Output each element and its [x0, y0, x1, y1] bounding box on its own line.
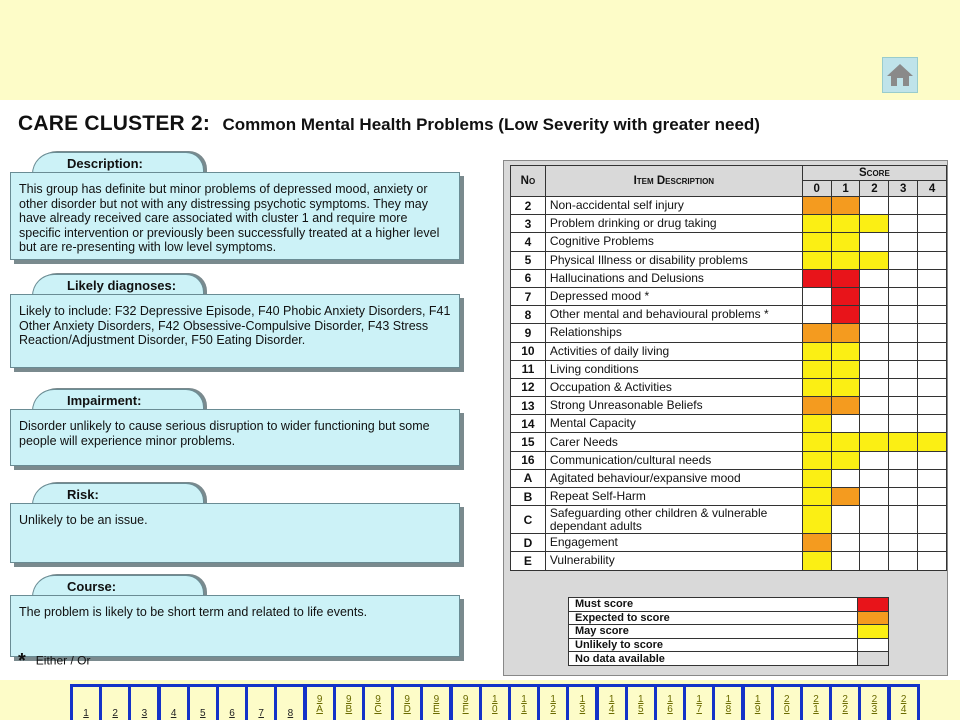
nav-link-line2: 1 [83, 708, 89, 719]
score-col-1: 1 [831, 181, 860, 197]
score-table [510, 165, 947, 571]
nav-link-line2: 1 [813, 704, 819, 715]
nav-link-line2: 7 [258, 708, 264, 719]
score-cell-0 [802, 269, 831, 287]
nav-link-line1: 1 [521, 694, 527, 705]
nav-link-line2: 5 [200, 708, 206, 719]
score-cell-2 [860, 287, 889, 305]
nav-link-line2: 4 [900, 704, 907, 715]
score-cell-1 [831, 360, 860, 378]
table-row [511, 269, 947, 287]
score-cell-2 [860, 433, 889, 451]
score-cell-3 [889, 397, 918, 415]
item-number: 5 [511, 251, 546, 269]
panel-heading: Course: [32, 575, 204, 597]
item-description: Communication/cultural needs [545, 451, 802, 469]
nav-link-line2: 5 [638, 704, 644, 715]
score-cell-3 [889, 342, 918, 360]
score-cell-2 [860, 306, 889, 324]
score-cell-4 [918, 342, 947, 360]
score-cell-2 [860, 552, 889, 570]
item-description: Engagement [545, 534, 802, 552]
score-cell-1 [831, 433, 860, 451]
item-number: 10 [511, 342, 546, 360]
score-cell-0 [802, 197, 831, 215]
item-description: Cognitive Problems [545, 233, 802, 251]
score-cell-4 [918, 488, 947, 506]
nav-link-8[interactable] [277, 687, 303, 720]
item-description: Non-accidental self injury [545, 197, 802, 215]
table-row [511, 360, 947, 378]
panel-heading: Impairment: [32, 389, 204, 411]
table-row [511, 233, 947, 251]
item-number: 9 [511, 324, 546, 342]
score-cell-2 [860, 233, 889, 251]
score-cell-0 [802, 306, 831, 324]
nav-link-line1: 9 [433, 694, 440, 705]
score-cell-4 [918, 415, 947, 433]
nav-link-line2: 8 [287, 708, 294, 719]
item-number: 7 [511, 287, 546, 305]
legend-swatch [858, 638, 889, 652]
score-cell-0 [802, 215, 831, 233]
nav-link-line2: A [316, 704, 323, 715]
score-cell-4 [918, 552, 947, 570]
nav-link-18[interactable] [715, 687, 741, 720]
score-cell-3 [889, 306, 918, 324]
nav-link-line1: 9 [346, 694, 352, 705]
nav-link-10[interactable] [482, 687, 508, 720]
score-cell-2 [860, 215, 889, 233]
score-cell-1 [831, 251, 860, 269]
item-number: 2 [511, 197, 546, 215]
nav-link-line2: 9 [754, 704, 761, 715]
score-cell-1 [831, 287, 860, 305]
item-description: Safeguarding other children & vulnerable dependant adults [545, 506, 802, 534]
nav-link-13[interactable] [569, 687, 595, 720]
nav-link-line2: B [345, 704, 353, 715]
panel-text: Disorder unlikely to cause serious disruption to wider functioning but some people will experience minor problems. [10, 409, 460, 466]
score-cell-4 [918, 469, 947, 487]
item-description: Living conditions [545, 360, 802, 378]
col-header-score: Score [802, 166, 946, 181]
score-cell-4 [918, 251, 947, 269]
item-description: Depressed mood * [545, 287, 802, 305]
nav-link-7[interactable] [248, 687, 274, 720]
nav-link-line2: 2 [842, 704, 848, 715]
nav-link-line2: 1 [521, 704, 527, 715]
item-description: Carer Needs [545, 433, 802, 451]
nav-link-2[interactable] [102, 687, 128, 720]
panel-text: The problem is likely to be short term and related to life events. [10, 595, 460, 657]
score-cell-3 [889, 506, 918, 534]
score-cell-4 [918, 269, 947, 287]
item-description: Agitated behaviour/expansive mood [545, 469, 802, 487]
score-cell-1 [831, 342, 860, 360]
table-row [511, 415, 947, 433]
nav-link-9E[interactable] [423, 687, 449, 720]
table-row [511, 451, 947, 469]
score-cell-0 [802, 451, 831, 469]
nav-link-line2: 3 [871, 704, 878, 715]
legend-label: Unlikely to score [569, 638, 858, 652]
score-cell-1 [831, 397, 860, 415]
item-number: 3 [511, 215, 546, 233]
table-row [511, 534, 947, 552]
item-description: Mental Capacity [545, 415, 802, 433]
score-cell-3 [889, 197, 918, 215]
nav-link-line2: 0 [492, 704, 498, 715]
score-cell-1 [831, 415, 860, 433]
score-cell-4 [918, 534, 947, 552]
nav-link-line1: 1 [696, 694, 702, 705]
score-cell-1 [831, 269, 860, 287]
legend-item [569, 598, 889, 612]
nav-link-9D[interactable] [394, 687, 420, 720]
nav-link-3[interactable] [131, 687, 157, 720]
nav-link-line1: 2 [784, 694, 790, 705]
home-icon [883, 58, 917, 92]
nav-link-line2: 2 [550, 704, 556, 715]
score-cell-1 [831, 451, 860, 469]
score-cell-2 [860, 324, 889, 342]
score-cell-3 [889, 287, 918, 305]
nav-link-line1: 9 [316, 694, 323, 705]
item-number: 8 [511, 306, 546, 324]
nav-link-line2: 8 [725, 704, 732, 715]
nav-link-9F[interactable] [453, 687, 479, 720]
nav-link-16[interactable] [657, 687, 683, 720]
nav-link-line2: 6 [667, 704, 673, 715]
nav-link-line2: F [462, 704, 469, 715]
item-number: 15 [511, 433, 546, 451]
table-row [511, 197, 947, 215]
table-row [511, 324, 947, 342]
col-header-no: No [511, 166, 546, 197]
score-cell-4 [918, 324, 947, 342]
item-description: Physical Illness or disability problems [545, 251, 802, 269]
nav-link-6[interactable] [219, 687, 245, 720]
table-row [511, 397, 947, 415]
score-cell-2 [860, 506, 889, 534]
nav-link-line1: 1 [579, 694, 586, 705]
footnote-symbol: * [18, 650, 26, 672]
item-description: Activities of daily living [545, 342, 802, 360]
score-cell-2 [860, 342, 889, 360]
legend-item [569, 611, 889, 625]
panel-text: This group has definite but minor problems of depressed mood, anxiety or other disorder but not with any distressing psychotic symptoms. They may have already received care associated with cluster 1 and require more specific intervention or previously been successfully treated at a higher level but are re-presenting with low level symptoms. [10, 172, 460, 260]
score-cell-3 [889, 269, 918, 287]
item-description: Hallucinations and Delusions [545, 269, 802, 287]
footnote-text: Either / Or [35, 653, 91, 668]
score-cell-0 [802, 251, 831, 269]
score-cell-0 [802, 488, 831, 506]
score-cell-3 [889, 469, 918, 487]
table-row [511, 488, 947, 506]
item-number: 11 [511, 360, 546, 378]
score-cell-3 [889, 552, 918, 570]
legend-swatch [858, 598, 889, 612]
title-subtitle: Common Mental Health Problems (Low Severity with greater need) [222, 115, 760, 134]
nav-link-9C[interactable] [365, 687, 391, 720]
legend-item [569, 625, 889, 639]
legend-item [569, 638, 889, 652]
nav-link-line2: E [433, 704, 440, 715]
score-cell-3 [889, 488, 918, 506]
score-cell-0 [802, 506, 831, 534]
panel-heading: Likely diagnoses: [32, 274, 204, 296]
score-cell-1 [831, 197, 860, 215]
slide [0, 100, 960, 680]
title-main: CARE CLUSTER 2: [18, 112, 211, 135]
score-cell-4 [918, 433, 947, 451]
score-col-2: 2 [860, 181, 889, 197]
score-cell-4 [918, 197, 947, 215]
item-number: B [511, 488, 546, 506]
score-cell-3 [889, 233, 918, 251]
nav-link-17[interactable] [686, 687, 712, 720]
legend-label: Must score [569, 598, 858, 612]
nav-link-15[interactable] [628, 687, 654, 720]
nav-link-line2: 6 [229, 708, 235, 719]
item-number: E [511, 552, 546, 570]
nav-link-line2: 0 [784, 704, 790, 715]
score-cell-1 [831, 534, 860, 552]
score-cell-3 [889, 251, 918, 269]
score-cell-3 [889, 360, 918, 378]
nav-link-line1: 2 [871, 694, 878, 705]
nav-link-21[interactable] [803, 687, 829, 720]
nav-link-4[interactable] [161, 687, 187, 720]
item-number: C [511, 506, 546, 534]
table-row [511, 251, 947, 269]
legend-swatch [858, 652, 889, 666]
item-number: 4 [511, 233, 546, 251]
table-row [511, 433, 947, 451]
legend-swatch [858, 611, 889, 625]
nav-link-1[interactable] [73, 687, 99, 720]
nav-link-line1: 2 [900, 694, 907, 705]
item-description: Strong Unreasonable Beliefs [545, 397, 802, 415]
table-row [511, 306, 947, 324]
score-table-panel [503, 160, 948, 676]
score-cell-3 [889, 215, 918, 233]
nav-link-line1: 9 [404, 694, 410, 705]
legend-label: Expected to score [569, 611, 858, 625]
table-row [511, 506, 947, 534]
score-cell-3 [889, 451, 918, 469]
score-cell-3 [889, 324, 918, 342]
nav-link-22[interactable] [832, 687, 858, 720]
table-row [511, 469, 947, 487]
score-cell-0 [802, 534, 831, 552]
score-cell-0 [802, 342, 831, 360]
score-cell-2 [860, 269, 889, 287]
table-row [511, 215, 947, 233]
score-cell-2 [860, 534, 889, 552]
score-cell-4 [918, 397, 947, 415]
item-description: Problem drinking or drug taking [545, 215, 802, 233]
nav-link-line2: 4 [170, 708, 177, 719]
score-cell-4 [918, 451, 947, 469]
item-number: 16 [511, 451, 546, 469]
nav-link-11[interactable] [511, 687, 537, 720]
score-cell-1 [831, 306, 860, 324]
nav-link-line2: D [403, 704, 411, 715]
score-cell-1 [831, 215, 860, 233]
nav-link-line1: 1 [725, 694, 732, 705]
score-cell-1 [831, 469, 860, 487]
score-cell-3 [889, 534, 918, 552]
score-cell-3 [889, 433, 918, 451]
nav-link-line1: 1 [608, 694, 615, 705]
nav-link-24[interactable] [891, 687, 917, 720]
panel-heading: Risk: [32, 483, 204, 505]
score-col-3: 3 [889, 181, 918, 197]
score-cell-2 [860, 488, 889, 506]
item-description: Relationships [545, 324, 802, 342]
score-cell-0 [802, 433, 831, 451]
score-cell-0 [802, 469, 831, 487]
panel-text: Unlikely to be an issue. [10, 503, 460, 563]
score-cell-3 [889, 415, 918, 433]
score-cell-1 [831, 324, 860, 342]
score-cell-1 [831, 233, 860, 251]
score-cell-0 [802, 233, 831, 251]
score-cell-4 [918, 287, 947, 305]
score-cell-2 [860, 415, 889, 433]
score-cell-2 [860, 469, 889, 487]
nav-link-19[interactable] [745, 687, 771, 720]
footnote [18, 650, 90, 673]
score-cell-0 [802, 378, 831, 396]
score-cell-4 [918, 306, 947, 324]
legend-item [569, 652, 889, 666]
score-cell-3 [889, 378, 918, 396]
nav-link-line1: 1 [638, 694, 644, 705]
panel-text: Likely to include: F32 Depressive Episode, F40 Phobic Anxiety Disorders, F41 Other Anxiety Disorders, F42 Obsessive-Compulsive Disorder, F43 Stress Reaction/Adjustment Disorder, F50 Eating Disorder. [10, 294, 460, 368]
score-cell-0 [802, 360, 831, 378]
item-description: Repeat Self-Harm [545, 488, 802, 506]
nav-link-line2: 7 [696, 704, 702, 715]
nav-link-line1: 1 [492, 694, 498, 705]
score-cell-4 [918, 360, 947, 378]
panel-heading: Description: [32, 152, 204, 174]
nav-link-14[interactable] [599, 687, 625, 720]
score-cell-2 [860, 360, 889, 378]
score-col-4: 4 [918, 181, 947, 197]
nav-link-line2: C [374, 704, 382, 715]
score-cell-2 [860, 197, 889, 215]
nav-link-5[interactable] [190, 687, 216, 720]
score-cell-0 [802, 552, 831, 570]
nav-link-20[interactable] [774, 687, 800, 720]
score-col-0: 0 [802, 181, 831, 197]
legend-label: May score [569, 625, 858, 639]
item-description: Vulnerability [545, 552, 802, 570]
score-cell-1 [831, 488, 860, 506]
item-number: 6 [511, 269, 546, 287]
legend-label: No data available [569, 652, 858, 666]
nav-link-23[interactable] [861, 687, 887, 720]
home-button[interactable] [882, 57, 918, 93]
legend-swatch [858, 625, 889, 639]
nav-link-line2: 3 [579, 704, 586, 715]
nav-link-line1: 9 [462, 694, 469, 705]
item-number: 14 [511, 415, 546, 433]
nav-link-9B[interactable] [336, 687, 362, 720]
score-cell-4 [918, 215, 947, 233]
score-cell-2 [860, 251, 889, 269]
page-title [18, 112, 760, 136]
legend [568, 597, 889, 666]
table-row [511, 342, 947, 360]
item-number: 13 [511, 397, 546, 415]
slide-nav [70, 684, 920, 720]
score-cell-0 [802, 397, 831, 415]
item-number: D [511, 534, 546, 552]
score-cell-4 [918, 378, 947, 396]
table-row [511, 287, 947, 305]
score-cell-0 [802, 287, 831, 305]
nav-link-line1: 1 [667, 694, 673, 705]
item-description: Other mental and behavioural problems * [545, 306, 802, 324]
score-cell-1 [831, 506, 860, 534]
score-cell-1 [831, 552, 860, 570]
item-number: A [511, 469, 546, 487]
item-description: Occupation & Activities [545, 378, 802, 396]
nav-link-line1: 1 [550, 694, 556, 705]
nav-link-line1: 9 [375, 694, 381, 705]
table-row [511, 378, 947, 396]
nav-link-line2: 2 [112, 708, 118, 719]
score-cell-2 [860, 451, 889, 469]
score-cell-4 [918, 233, 947, 251]
score-cell-0 [802, 324, 831, 342]
nav-link-9A[interactable] [307, 687, 333, 720]
score-cell-2 [860, 397, 889, 415]
nav-link-line2: 3 [141, 708, 148, 719]
nav-link-line1: 1 [754, 694, 761, 705]
score-cell-1 [831, 378, 860, 396]
score-cell-2 [860, 378, 889, 396]
item-number: 12 [511, 378, 546, 396]
score-cell-4 [918, 506, 947, 534]
table-row [511, 552, 947, 570]
col-header-desc: Item Description [545, 166, 802, 197]
nav-link-12[interactable] [540, 687, 566, 720]
nav-link-line2: 4 [608, 704, 615, 715]
score-cell-0 [802, 415, 831, 433]
nav-link-line1: 2 [813, 694, 819, 705]
nav-link-line1: 2 [842, 694, 848, 705]
